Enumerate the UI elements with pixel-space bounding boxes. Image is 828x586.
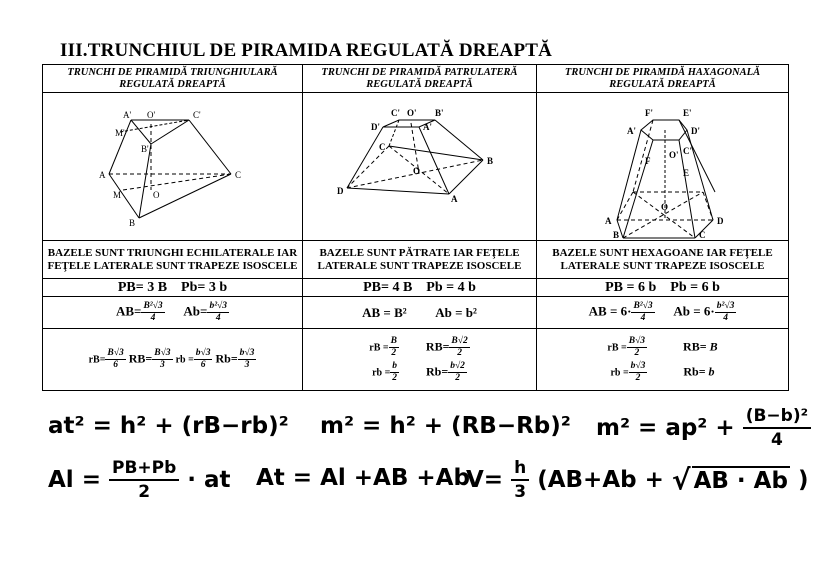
area-hexagonal	[537, 297, 789, 329]
radius-RB-lhs: RB=	[425, 338, 450, 353]
desc-square: BAZELE SUNT PĂTRATE IAR FEŢELE LATERALE SUNT TRAPEZE ISOSCELE	[303, 241, 537, 279]
fig1-label-A1: A'	[123, 109, 132, 120]
perim-PB: PB= 4 B	[363, 279, 413, 295]
fig3-label-D1: D'	[691, 125, 700, 136]
fig1-label-A: A	[99, 169, 106, 180]
fig1-label-B: B	[129, 217, 136, 228]
radius-rB-lhs: rB =	[607, 341, 627, 353]
radius-rB-lhs: rB=	[88, 354, 106, 366]
fig2-label-D1: D'	[371, 121, 380, 132]
fig2-label-C: C	[379, 141, 386, 152]
formula-table	[42, 64, 789, 391]
radii-hexagonal	[537, 329, 789, 391]
area-square	[303, 297, 537, 329]
area-AB-frac: $\frac{\text{B²√3}}{4}$	[633, 301, 653, 323]
figure-row	[43, 93, 789, 241]
fig2-label-A1: A'	[423, 121, 432, 132]
area-AB: AB = B²	[362, 304, 407, 320]
fig3-label-A: A	[605, 215, 612, 226]
perim-Pb: Pb = 4 b	[426, 279, 476, 295]
fig3-label-F: F	[645, 155, 651, 166]
fig3-label-C1: C'	[683, 145, 692, 156]
desc-hexagonal: BAZELE SUNT HEXAGOANE IAR FEŢELE LATERALE SUNT TRAPEZE ISOSCELE	[537, 241, 789, 279]
header-row	[43, 65, 789, 93]
perim-square	[303, 279, 537, 297]
radius-rb-lhs: rb =	[372, 366, 391, 378]
area-AB-lhs: AB=	[115, 303, 142, 319]
area-Ab-frac: $\frac{\text{b²√3}}{4}$	[209, 301, 227, 323]
figure-square-frustum	[303, 93, 537, 241]
formula-f3-lhs: m² = ap² +	[596, 415, 735, 441]
fig1-label-O: O	[153, 189, 160, 200]
fig3-label-E: E	[683, 167, 690, 178]
col-header-square: TRUNCHI DE PIRAMIDĂ PATRULATERĂ REGULATĂ DREAPTĂ	[303, 65, 537, 93]
radii-row	[43, 329, 789, 391]
fig3-label-O: O	[661, 201, 669, 212]
fig2-label-O: O	[413, 165, 421, 176]
perim-hexagonal	[537, 279, 789, 297]
fig2-label-D: D	[337, 185, 344, 196]
radius-rb-frac: $\frac{b√3}{6}$	[195, 348, 211, 370]
perim-Pb: Pb = 6 b	[670, 279, 720, 295]
formula-f6-sqrt: AB · Ab	[693, 468, 788, 494]
area-row	[43, 297, 789, 329]
radius-RB-frac: $\frac{B√3}{3}$	[154, 348, 171, 370]
radius-RB-frac: $\frac{B√2}{2}$	[451, 335, 468, 358]
formula-total-area: At = Al +AB +Ab	[256, 465, 470, 491]
perimeter-row	[43, 279, 789, 297]
radius-rB-lhs: rB =	[369, 341, 389, 353]
area-Ab-lhs: Ab = 6·	[673, 303, 715, 319]
radius-Rb-lhs: Rb=	[683, 363, 706, 378]
radius-Rb-value: b	[708, 363, 715, 378]
figure-hexagonal-frustum	[537, 93, 789, 241]
col-header-hexagonal: TRUNCHI DE PIRAMIDĂ HAXAGONALĂ REGULATĂ DREAPTĂ	[537, 65, 789, 93]
figure-triangular-frustum	[43, 93, 303, 241]
radius-RB-lhs: RB=	[128, 351, 153, 366]
radius-rb-frac: $\frac{b√3}{2}$	[630, 360, 646, 383]
radius-Rb-frac: $\frac{b√3}{3}$	[239, 348, 255, 370]
formula-edge: m² = h² + (RB−Rb)²	[320, 413, 571, 439]
formula-f4-rhs: · at	[187, 467, 231, 493]
radii-triangular	[43, 329, 303, 391]
formula-f6-close: )	[797, 467, 809, 493]
desc-triangular: BAZELE SUNT TRIUNGHI ECHILATERALE IAR FEŢELE LATERALE SUNT TRAPEZE ISOSCELE	[43, 241, 303, 279]
radius-RB-lhs: RB=	[683, 338, 707, 353]
fig1-label-M1: M'	[115, 127, 125, 138]
formula-edge-apothem	[596, 405, 811, 451]
fig3-label-B: B	[613, 229, 620, 240]
fig2-label-A: A	[451, 193, 458, 204]
fig3-label-A1: A'	[627, 125, 636, 136]
fig3-label-F1: F'	[645, 107, 653, 118]
perim-Pb: Pb= 3 b	[181, 279, 228, 295]
fig1-label-O1: O'	[147, 109, 156, 120]
area-Ab: Ab = b²	[435, 304, 477, 320]
fig3-label-D: D	[717, 215, 724, 226]
area-Ab-frac: $\frac{\text{b²√3}}{4}$	[716, 301, 735, 323]
radius-rb-frac: $\frac{b}{2}$	[392, 360, 398, 383]
fig1-label-B1: B'	[141, 143, 149, 154]
formula-lateral-area	[48, 457, 231, 503]
radii-square	[303, 329, 537, 391]
formula-f6-lhs: V=	[466, 467, 504, 493]
fig3-label-C: C	[699, 229, 706, 240]
radius-Rb-frac: $\frac{b√2}{2}$	[450, 360, 465, 383]
radius-rB-frac: $\frac{B√3}{2}$	[628, 335, 646, 358]
formula-f6-rhs: (AB+Ab +	[537, 467, 664, 493]
perim-PB: PB= 3 B	[117, 279, 168, 295]
formula-f3-frac: $\frac{\text{(B−b)²}}{4}$	[743, 405, 811, 451]
radius-rb-lhs: rb =	[175, 354, 194, 366]
formula-f6-frac: $\frac{h}{3}$	[511, 457, 529, 503]
fig1-label-C1: C'	[193, 109, 201, 120]
description-row	[43, 241, 789, 279]
col-header-triangular: TRUNCHI DE PIRAMIDĂ TRIUNGHIULARĂ REGULATĂ DREAPTĂ	[43, 65, 303, 93]
radius-rB-frac: $\frac{B}{2}$	[390, 335, 397, 358]
fig2-label-B: B	[487, 155, 494, 166]
page-title: III.TRUNCHIUL DE PIRAMIDA REGULATĂ DREAPTĂ	[60, 40, 553, 61]
sqrt-symbol-icon: √	[671, 463, 691, 497]
radius-rb-lhs: rb =	[610, 366, 629, 378]
formula-volume	[466, 457, 808, 503]
area-Ab-lhs: Ab=	[183, 303, 208, 319]
perim-triangular	[43, 279, 303, 297]
fig3-label-E1: E'	[683, 107, 692, 118]
formula-apothem: at² = h² + (rB−rb)²	[48, 413, 289, 439]
radius-Rb-lhs: Rb=	[426, 363, 449, 378]
fig2-label-C1: C'	[391, 107, 400, 118]
fig2-label-O1: O'	[407, 107, 417, 118]
formula-f4-lhs: Al =	[48, 467, 101, 493]
area-AB-frac: $\frac{\text{B²√3}}{4}$	[143, 301, 163, 323]
fig1-label-M: M	[113, 189, 122, 200]
radius-rB-frac: $\frac{B√3}{6}$	[107, 348, 124, 370]
fig3-label-O1: O'	[669, 149, 679, 160]
radius-RB-value: B	[709, 338, 718, 353]
fig1-label-C: C	[235, 169, 242, 180]
area-triangular	[43, 297, 303, 329]
fig2-label-B1: B'	[435, 107, 444, 118]
area-AB-lhs: AB = 6·	[588, 303, 632, 319]
radius-Rb-lhs: Rb=	[215, 351, 238, 366]
formula-f4-frac: $\frac{PB+Pb}{2}$	[109, 457, 179, 503]
perim-PB: PB = 6 b	[605, 279, 657, 295]
